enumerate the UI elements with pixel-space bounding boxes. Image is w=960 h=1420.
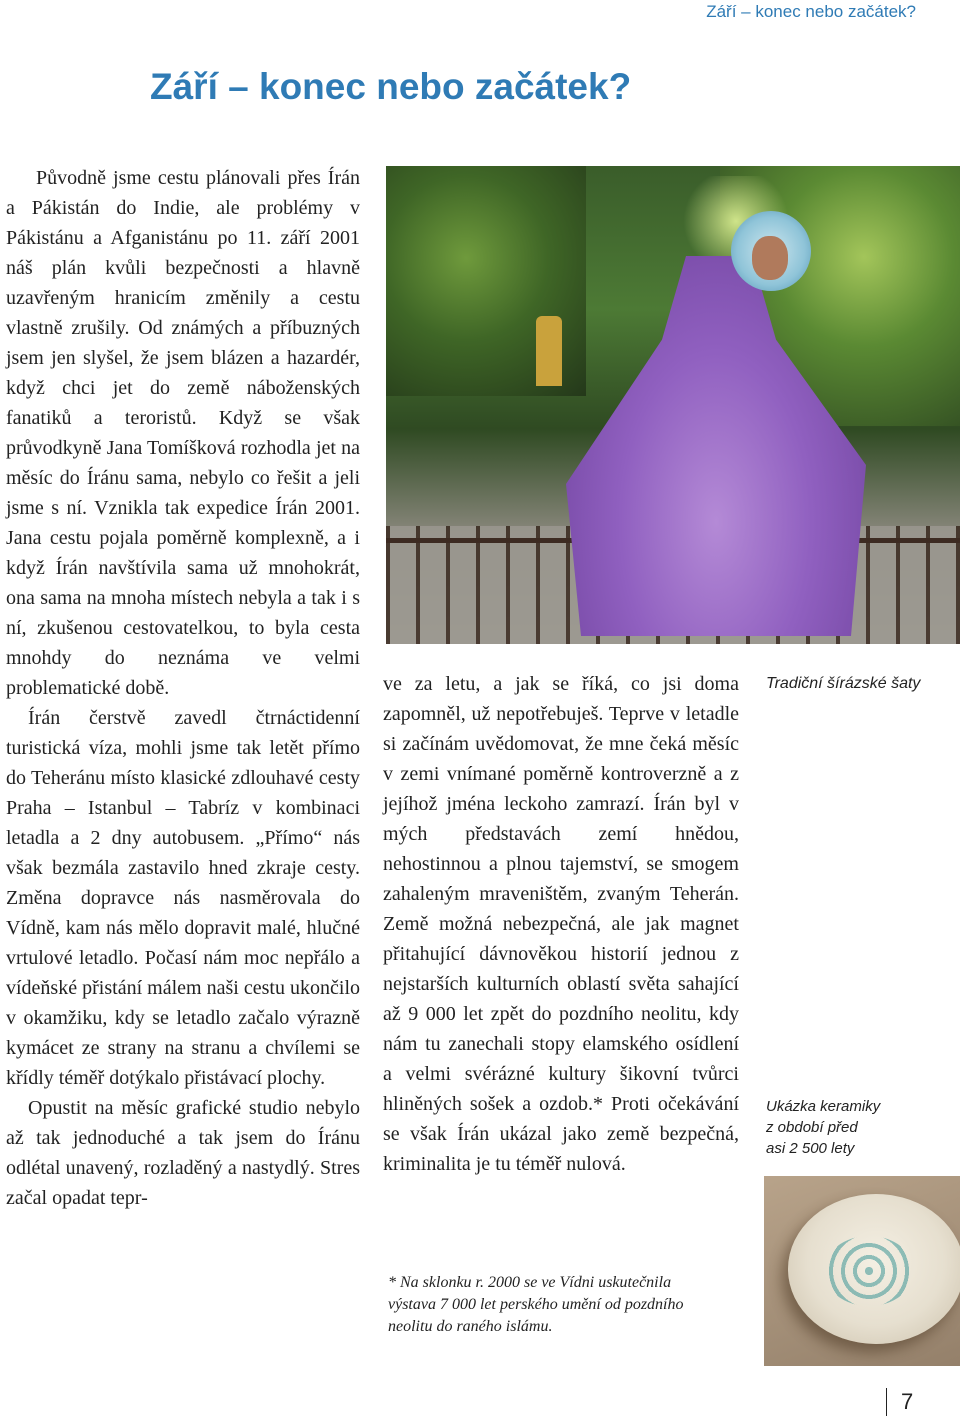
paragraph-3: Opustit na měsíc grafické studio nebylo až tak jednoduché a tak jsem do Íránu odlétal unavený, rozladěný a nastydlý. Stres začal opadat tepr- (6, 1097, 360, 1209)
footnote-line: neolitu do raného islámu. (388, 1318, 553, 1335)
title-accent: Září (150, 66, 218, 107)
article-title (150, 66, 631, 108)
ceramics-caption-line: asi 2 500 lety (766, 1140, 855, 1157)
photo-face (752, 236, 788, 280)
footnote (388, 1272, 758, 1338)
ceramics-caption-line: Ukázka keramiky (766, 1098, 881, 1115)
footnote-line: výstava 7 000 let perského umění od pozdního (388, 1296, 684, 1313)
paragraph-continued: ve za letu, a jak se říká, co jsi doma zapomněl, už nepotřebuješ. Teprve v letadle si začínám uvědomovat, že mne čeká měsíc v zemi vnímané poměrně kontroverzně a z jejíhož jména leckoho zamrazí. Írán byl v mých představách zemí hnědou, nehostinnou a plnou tajemství, se smogem zahaleným mraveništěm, zvaným Teherán. Země možná nebezpečná, ale jak magnet přitahující dávnověkou historií jednou z nejstarších kulturních oblastí světa sahající až 9 000 let zpět do pozdního neolitu, kdy nám tu zanechali stopy elamského osídlení a velmi svérázné kultury šikovní tvůrci hliněných sošek a ozdob.* Proti očekávání se však Írán ukázal jako země bezpečná, kriminalita je tu téměř nulová. (383, 673, 739, 1175)
dress-photo (386, 166, 960, 644)
running-header: Září – konec nebo začátek? (706, 2, 916, 21)
ceramics-caption-line: z období před (766, 1119, 858, 1136)
left-column (6, 163, 360, 1213)
page-number: 7 (886, 1388, 913, 1416)
photo-post (536, 316, 562, 386)
bowl-glaze (824, 1236, 914, 1306)
dress-caption: Tradiční šírázské šaty (766, 675, 921, 692)
paragraph-2: Írán čerstvě zavedl čtrnáctidenní turistická víza, mohli jsme tak letět přímo do Teheránu místo klasické zdlouhavé cesty Praha – Istanbul – Tabríz v kombinaci letadla a 2 dny autobusem. „Přímo“ nás však bezmála zastavilo hned zkraje cesty. Změna dopravce nás nasměrovala do Vídně, kam nás mělo dopravit malé, hlučné vrtulové letadlo. Počasí nám moc nepřálo a vídeňské přistání málem naši cestu ukončilo v okamžiku, kdy se letadlo začalo výrazně kymácet ze strany na stranu a chvílemi se křídly téměř dotýkalo přistávací plochy. (6, 707, 360, 1089)
ceramics-photo (764, 1176, 960, 1366)
right-column (383, 669, 739, 1179)
paragraph-1: Původně jsme cestu plánovali přes Írán a Pákistán do Indie, ale problémy v Pákistánu a Afganistánu po 11. září 2001 náš plán kvůli bezpečnosti a hlavně uzavřeným hranicím změnily a cestu vlastně zrušily. Od známých a příbuzných jsem jen slyšel, že jsem blázen a hazardér, když chci jet do země náboženských fanatiků a teroristů. Když se však průvodkyně Jana Tomíšková rozhodla jet na měsíc do Íránu sama, nebylo co řešit a jeli jsme s ní. Vznikla tak expedice Írán 2001. Jana cestu pojala poměrně komplexně, a i když Írán navštívila sama už mnohokrát, ona sama na mnoha místech nebyla a tak i s ní, zkušenou cestovatelkou, to byla cesta mnohdy do neznáma ve velmi problematické době. (6, 167, 360, 699)
ceramics-caption (766, 1096, 936, 1159)
footnote-line: * Na sklonku r. 2000 se ve Vídni uskutečnila (388, 1274, 672, 1291)
title-rest: – konec nebo začátek? (217, 66, 632, 107)
